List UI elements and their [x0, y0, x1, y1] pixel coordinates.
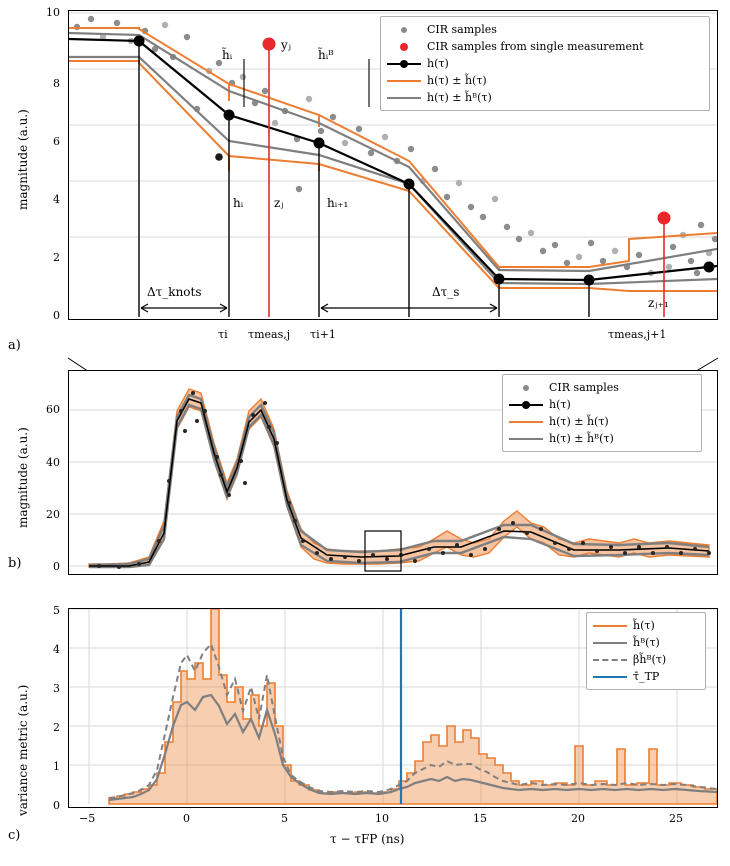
panel-c-xtick-5: 5: [281, 812, 288, 825]
panel-a-ytick-4: 4: [53, 193, 60, 206]
orange-line-icon: [509, 416, 543, 428]
cir-samples-dot-icon: [509, 382, 543, 394]
panel-c-ytick-2: 2: [53, 721, 60, 734]
panel-b-ytick-20: 20: [46, 508, 60, 521]
gray-line-icon: [593, 637, 627, 649]
panel-a-xtick-tau-i1: τi+1: [310, 328, 336, 341]
annotation-y-j: yⱼ: [281, 38, 291, 52]
gray-line-icon: [509, 433, 543, 445]
legend-item: h(τ): [387, 55, 703, 72]
legend-item: CIR samples: [387, 21, 703, 38]
legend-item: h̃ᴮ(τ): [593, 634, 699, 651]
panel-c-ytick-5: 5: [53, 604, 60, 617]
legend-item: h(τ) ± h̃(τ): [509, 413, 695, 430]
panel-c-legend: [586, 612, 706, 690]
h-tau-line-icon: [387, 58, 421, 70]
panel-c-ytick-3: 3: [53, 682, 60, 695]
panel-c-xtick-10: 10: [375, 812, 389, 825]
panel-c-xtick-0: 0: [183, 812, 190, 825]
panel-c-xtick--5: −5: [79, 812, 96, 825]
panel-b: [0, 360, 730, 592]
panel-a-ytick-10: 10: [46, 6, 60, 19]
panel-c: [0, 596, 730, 866]
panel-a-ylabel: magnitude (a.u.): [16, 109, 30, 210]
panel-a-legend: [380, 16, 710, 111]
panel-a-xtick-tau-meas-j1: τmeas,j+1: [608, 328, 667, 341]
h-tau-line-icon: [509, 399, 543, 411]
annotation-h-i: hᵢ: [233, 196, 244, 210]
legend-item: βh̃ᴮ(τ): [593, 651, 699, 668]
annotation-h-i-plus-1: hᵢ₊₁: [327, 196, 349, 210]
orange-line-icon: [387, 75, 421, 87]
panel-c-ytick-4: 4: [53, 643, 60, 656]
panel-c-ytick-1: 1: [53, 760, 60, 773]
panel-a-xtick-tau-meas-j: τmeas,j: [248, 328, 291, 341]
legend-item: h(τ) ± h̃ᴮ(τ): [387, 89, 703, 106]
panel-a-ytick-8: 8: [53, 77, 60, 90]
annotation-h-tilde-i-b: h̃ᵢᴮ: [318, 48, 334, 62]
orange-line-icon: [593, 620, 627, 632]
panel-c-ytick-0: 0: [53, 799, 60, 812]
panel-c-xlabel: τ − τFP (ns): [330, 832, 405, 846]
panel-c-xtick-15: 15: [473, 812, 487, 825]
panel-b-ytick-60: 60: [46, 403, 60, 416]
panel-b-letter: b): [8, 556, 22, 571]
panel-b-ytick-0: 0: [53, 560, 60, 573]
legend-item: h̃(τ): [593, 617, 699, 634]
gray-dashed-line-icon: [593, 654, 627, 666]
annotation-z-j: zⱼ: [274, 196, 284, 210]
legend-item: CIR samples from single measurement: [387, 38, 703, 55]
legend-item: CIR samples: [509, 379, 695, 396]
panel-b-ylabel: magnitude (a.u.): [16, 427, 30, 528]
panel-c-xtick-25: 25: [669, 812, 683, 825]
panel-a-ytick-6: 6: [53, 135, 60, 148]
panel-a-letter: a): [8, 338, 21, 353]
cir-single-dot-icon: [387, 41, 421, 53]
panel-b-legend: [502, 374, 702, 452]
panel-c-ylabel: variance metric (a.u.): [16, 684, 30, 816]
panel-a: [0, 0, 730, 360]
legend-item: h(τ) ± h̃ᴮ(τ): [509, 430, 695, 447]
annotation-delta-tau-knots: Δτ_knots: [147, 285, 202, 299]
legend-item: h(τ) ± h̃(τ): [387, 72, 703, 89]
panel-c-xtick-20: 20: [571, 812, 585, 825]
blue-line-icon: [593, 671, 627, 683]
annotation-h-tilde-i: h̃ᵢ: [222, 48, 233, 62]
panel-c-letter: c): [8, 828, 21, 843]
legend-item: h(τ): [509, 396, 695, 413]
cir-samples-dot-icon: [387, 24, 421, 36]
panel-b-ytick-40: 40: [46, 456, 60, 469]
panel-a-xtick-tau-i: τi: [218, 328, 228, 341]
gray-line-icon: [387, 92, 421, 104]
annotation-z-j-plus-1: zⱼ₊₁: [648, 296, 669, 310]
panel-a-ytick-2: 2: [53, 251, 60, 264]
panel-a-ytick-0: 0: [53, 309, 60, 322]
annotation-delta-tau-s: Δτ_s: [432, 285, 460, 299]
legend-item: τ̄_TP: [593, 668, 699, 685]
